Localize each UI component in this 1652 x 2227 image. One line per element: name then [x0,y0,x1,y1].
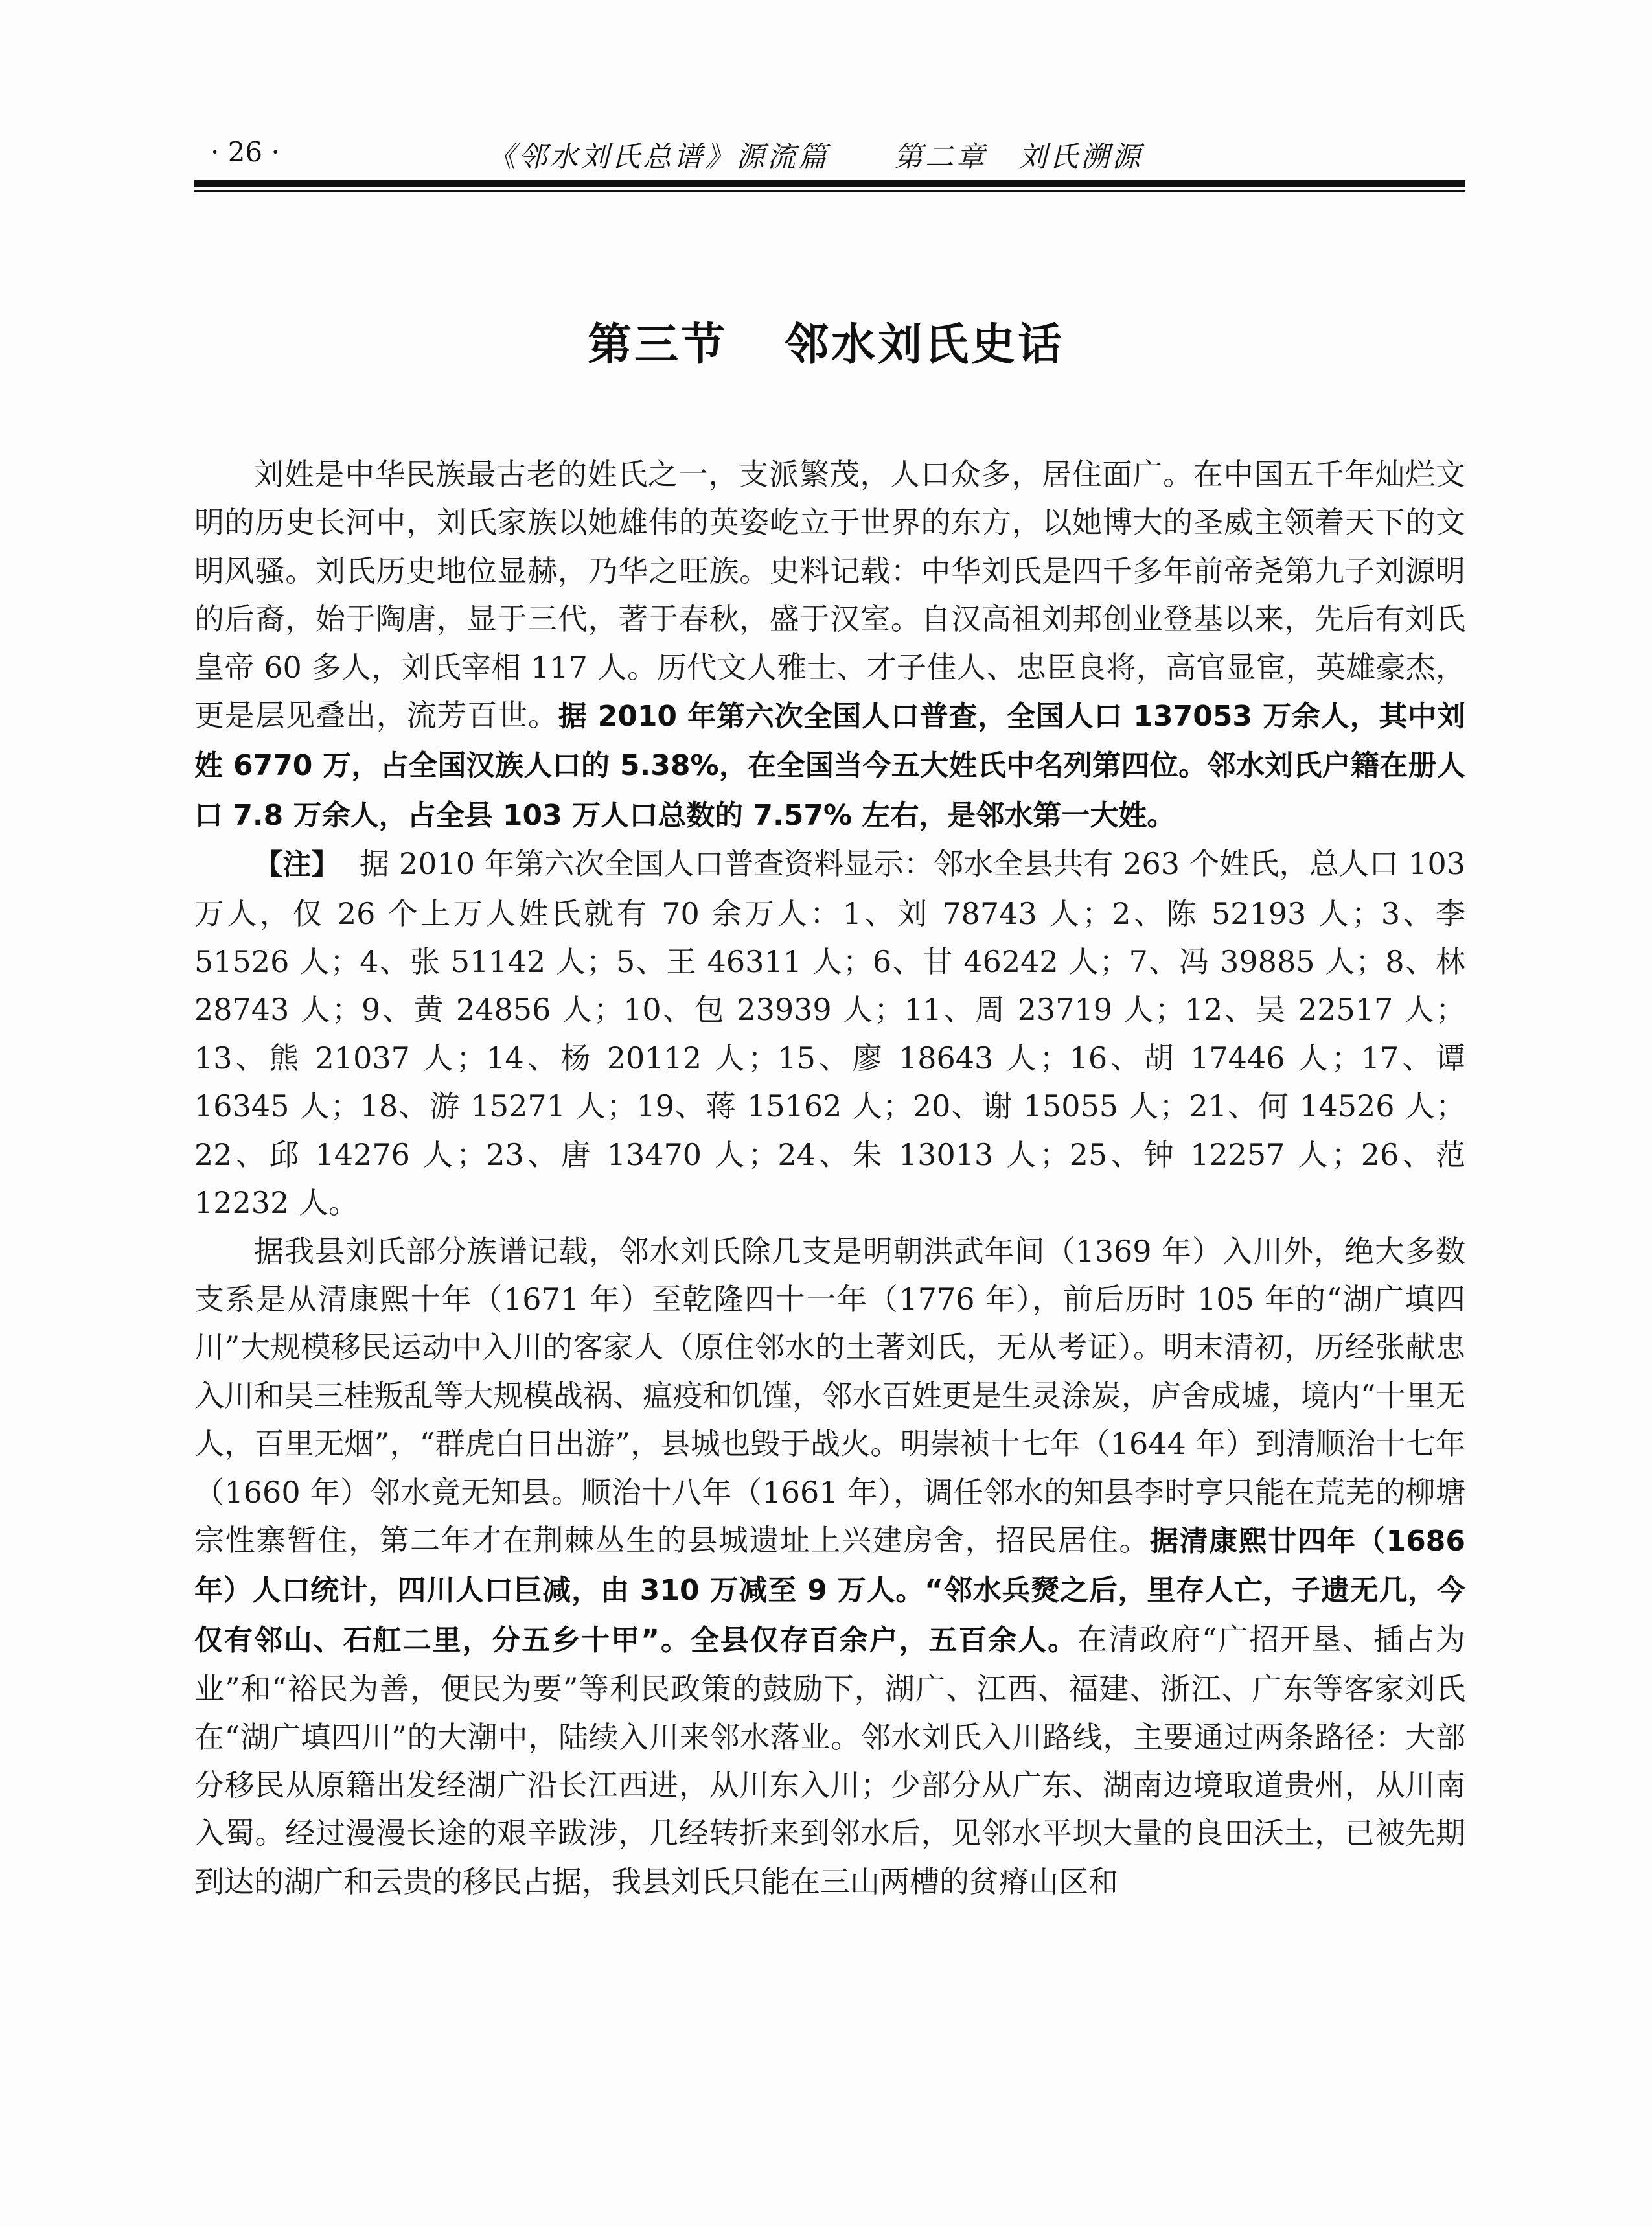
running-header [194,136,1465,172]
paragraph-history-text-2: 在清政府“广招开垦、插占为业”和“裕民为善，便民为要”等利民政策的鼓励下，湖广、江西、福建、浙江、广东等客家刘氏在“湖广填四川”的大潮中，陆续入川来邻水落业。邻水刘氏入川路线，主要通过两条路径：大部分移民从原籍出发经湖广沿长江西进，从川东入川；少部分从广东、湖南边境取道贵州，从川南入蜀。经过漫漫长途的艰辛跋涉，几经转折来到邻水后，见邻水平坝大量的良田沃土，已被先期到达的湖广和云贵的移民占据，我县刘氏只能在三山两槽的贫瘠山区和 [194,1621,1465,1899]
note-paragraph [194,840,1465,1227]
body-text [194,450,1465,1906]
paragraph-history-text-1: 据我县刘氏部分族谱记载，邻水刘氏除几支是明朝洪武年间（1369 年）入川外，绝大多数支系是从清康熙十年（1671 年）至乾隆四十一年（1776 年），前后历时 105 年的“湖广填四川”大规模移民运动中入川的客家人（原住邻水的土著刘氏，无从考证）。明末清初，历经张献忠入川和吴三桂叛乱等大规模战祸、瘟疫和饥馑，邻水百姓更是生灵涂炭，庐舍成墟，境内“十里无人，百里无烟”，“群虎白日出游”，县城也毁于战火。明崇祯十七年（1644 年）到清顺治十七年（1660 年）邻水竟无知县。顺治十八年（1661 年），调任邻水的知县李时亨只能在荒芜的柳塘宗性寨暂住，第二年才在荆棘丛生的县城遗址上兴建房舍，招民居住。 [194,1233,1465,1558]
paragraph-intro-bold-text: 据 2010 年第六次全国人口普查，全国人口 137053 万余人，其中刘姓 6770 万，占全国汉族人口的 5.38%，在全国当今五大姓氏中名列第四位。邻水刘氏户籍在册人口 7.8 万余人，占全县 103 万人口总数的 7.57% 左右，是邻水第一大姓。 [194,700,1465,832]
note-label: 【注】 [254,848,340,882]
section-title [0,310,1652,373]
paragraph-history-bold-text: 据清康熙廿四年（1686 年）人口统计，四川人口巨减，由 310 万减至 9 万人。“邻水兵燹之后，里存人亡，子遗无几，今仅有邻山、石舡二里，分五乡十甲”。全县仅存百余户，五百余人。 [194,1524,1466,1657]
book-title: 《邻水刘氏总谱》源流篇 [487,141,829,174]
paragraph-intro [194,450,1465,840]
section-number: 第三节 [587,319,728,371]
paragraph-history [194,1227,1465,1906]
paragraph-intro-text: 刘姓是中华民族最古老的姓氏之一，支派繁茂，人口众多，居住面广。在中国五千年灿烂文明的历史长河中，刘氏家族以她雄伟的英姿屹立于世界的东方，以她博大的圣威主领着天下的文明风骚。刘氏历史地位显赫，乃华之旺族。史料记载：中华刘氏是四千多年前帝尧第九子刘源明的后裔，始于陶唐，显于三代，著于春秋，盛于汉室。自汉高祖刘邦创业登基以来，先后有刘氏皇帝 60 多人，刘氏宰相 117 人。历代文人雅士、才子佳人、忠臣良将，高官显宦，英雄豪杰，更是层见叠出，流芳百世。 [194,457,1465,733]
note-text: 据 2010 年第六次全国人口普查资料显示：邻水全县共有 263 个姓氏，总人口 103 万人，仅 26 个上万人姓氏就有 70 余万人：1、刘 78743 人；2、陈 52193 人；3、李 51526 人；4、张 51142 人；5、王 46311 人；6、甘 46242 人；7、冯 39885 人；8、林 28743 人；9、黄 24856 人；10、包 23939 人；11、周 23719 人；12、吴 22517 人；13、熊 21037 人；14、杨 20112 人；15、廖 18643 人；16、胡 17446 人；17、谭 16345 人；18、游 15271 人；19、蒋 15162 人；20、谢 15055 人；21、何 14526 人；22、邱 14276 人；23、唐 13470 人；24、朱 13013 人；25、钟 12257 人；26、范 12232 人。 [194,846,1466,1221]
header-rule-thick [194,180,1465,187]
section-heading: 邻水刘氏史话 [785,319,1065,371]
chapter-title: 第二章 刘氏溯源 [894,141,1143,174]
header-rule-thin [194,190,1465,192]
page-number: · 26 · [211,136,280,168]
